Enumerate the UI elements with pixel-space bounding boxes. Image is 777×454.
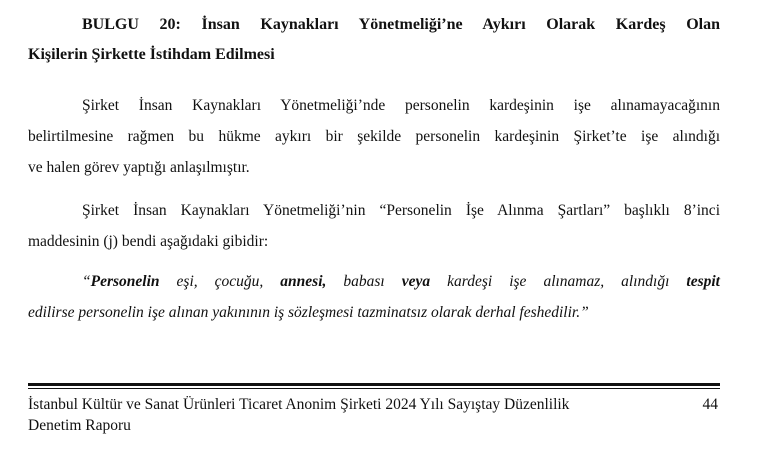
quote-text: eşi, çocuğu, [159,273,281,290]
paragraph-line: maddesinin (j) bendi aşağıdaki gibidir: [28,233,269,250]
finding-heading [28,10,720,70]
quote-text: edilirse personelin işe alınan yakınının iş sözleşmesi tazminatsız olarak derhal feshedilir [28,304,577,321]
paragraph-line: Şirket İnsan Kaynakları Yönetmeliği’nin “Personelin İşe Alınma Şartları” başlıklı 8’inci [82,202,720,219]
quote-bold-word: annesi, [280,273,327,290]
footer-divider-thin [28,388,720,389]
paragraph-line: belirtilmesine rağmen bu hükme aykırı bir şekilde personelin kardeşinin Şirket’te işe alındığı [28,128,720,145]
footer-divider-thick [28,383,720,386]
footer-report-title-line-1: İstanbul Kültür ve Sanat Ürünleri Ticaret Anonim Şirketi 2024 Yılı Sayıştay Düzenlilik [28,396,570,413]
footer-report-title-line-2: Denetim Raporu [28,417,131,434]
paragraph-line: ve halen görev yaptığı anlaşılmıştır. [28,159,250,176]
paragraph-line: Şirket İnsan Kaynakları Yönetmeliği’nde personelin kardeşinin işe alınamayacağının [82,97,720,114]
finding-heading-line-1: BULGU 20: İnsan Kaynakları Yönetmeliği’ne Aykırı Olarak Kardeş Olan [82,16,720,33]
quote-text: babası [326,273,402,290]
regulation-quote [28,266,720,328]
paragraph-regulation-reference [28,195,720,257]
quote-text: kardeşi işe alınamaz, alındığı [430,273,687,290]
quote-open-mark: “ [82,273,91,290]
quote-line-1 [28,266,720,297]
paragraph-finding-summary [28,90,720,183]
page-number: 44 [702,396,718,413]
quote-bold-word: veya [401,273,431,290]
quote-line-2 [28,297,720,328]
quote-close-mark: .” [576,304,589,321]
finding-heading-line-2: Kişilerin Şirkette İstihdam Edilmesi [28,46,275,63]
page-footer [28,394,720,436]
quote-bold-word: tespit [686,273,720,290]
quote-bold-word: Personelin [90,273,160,290]
